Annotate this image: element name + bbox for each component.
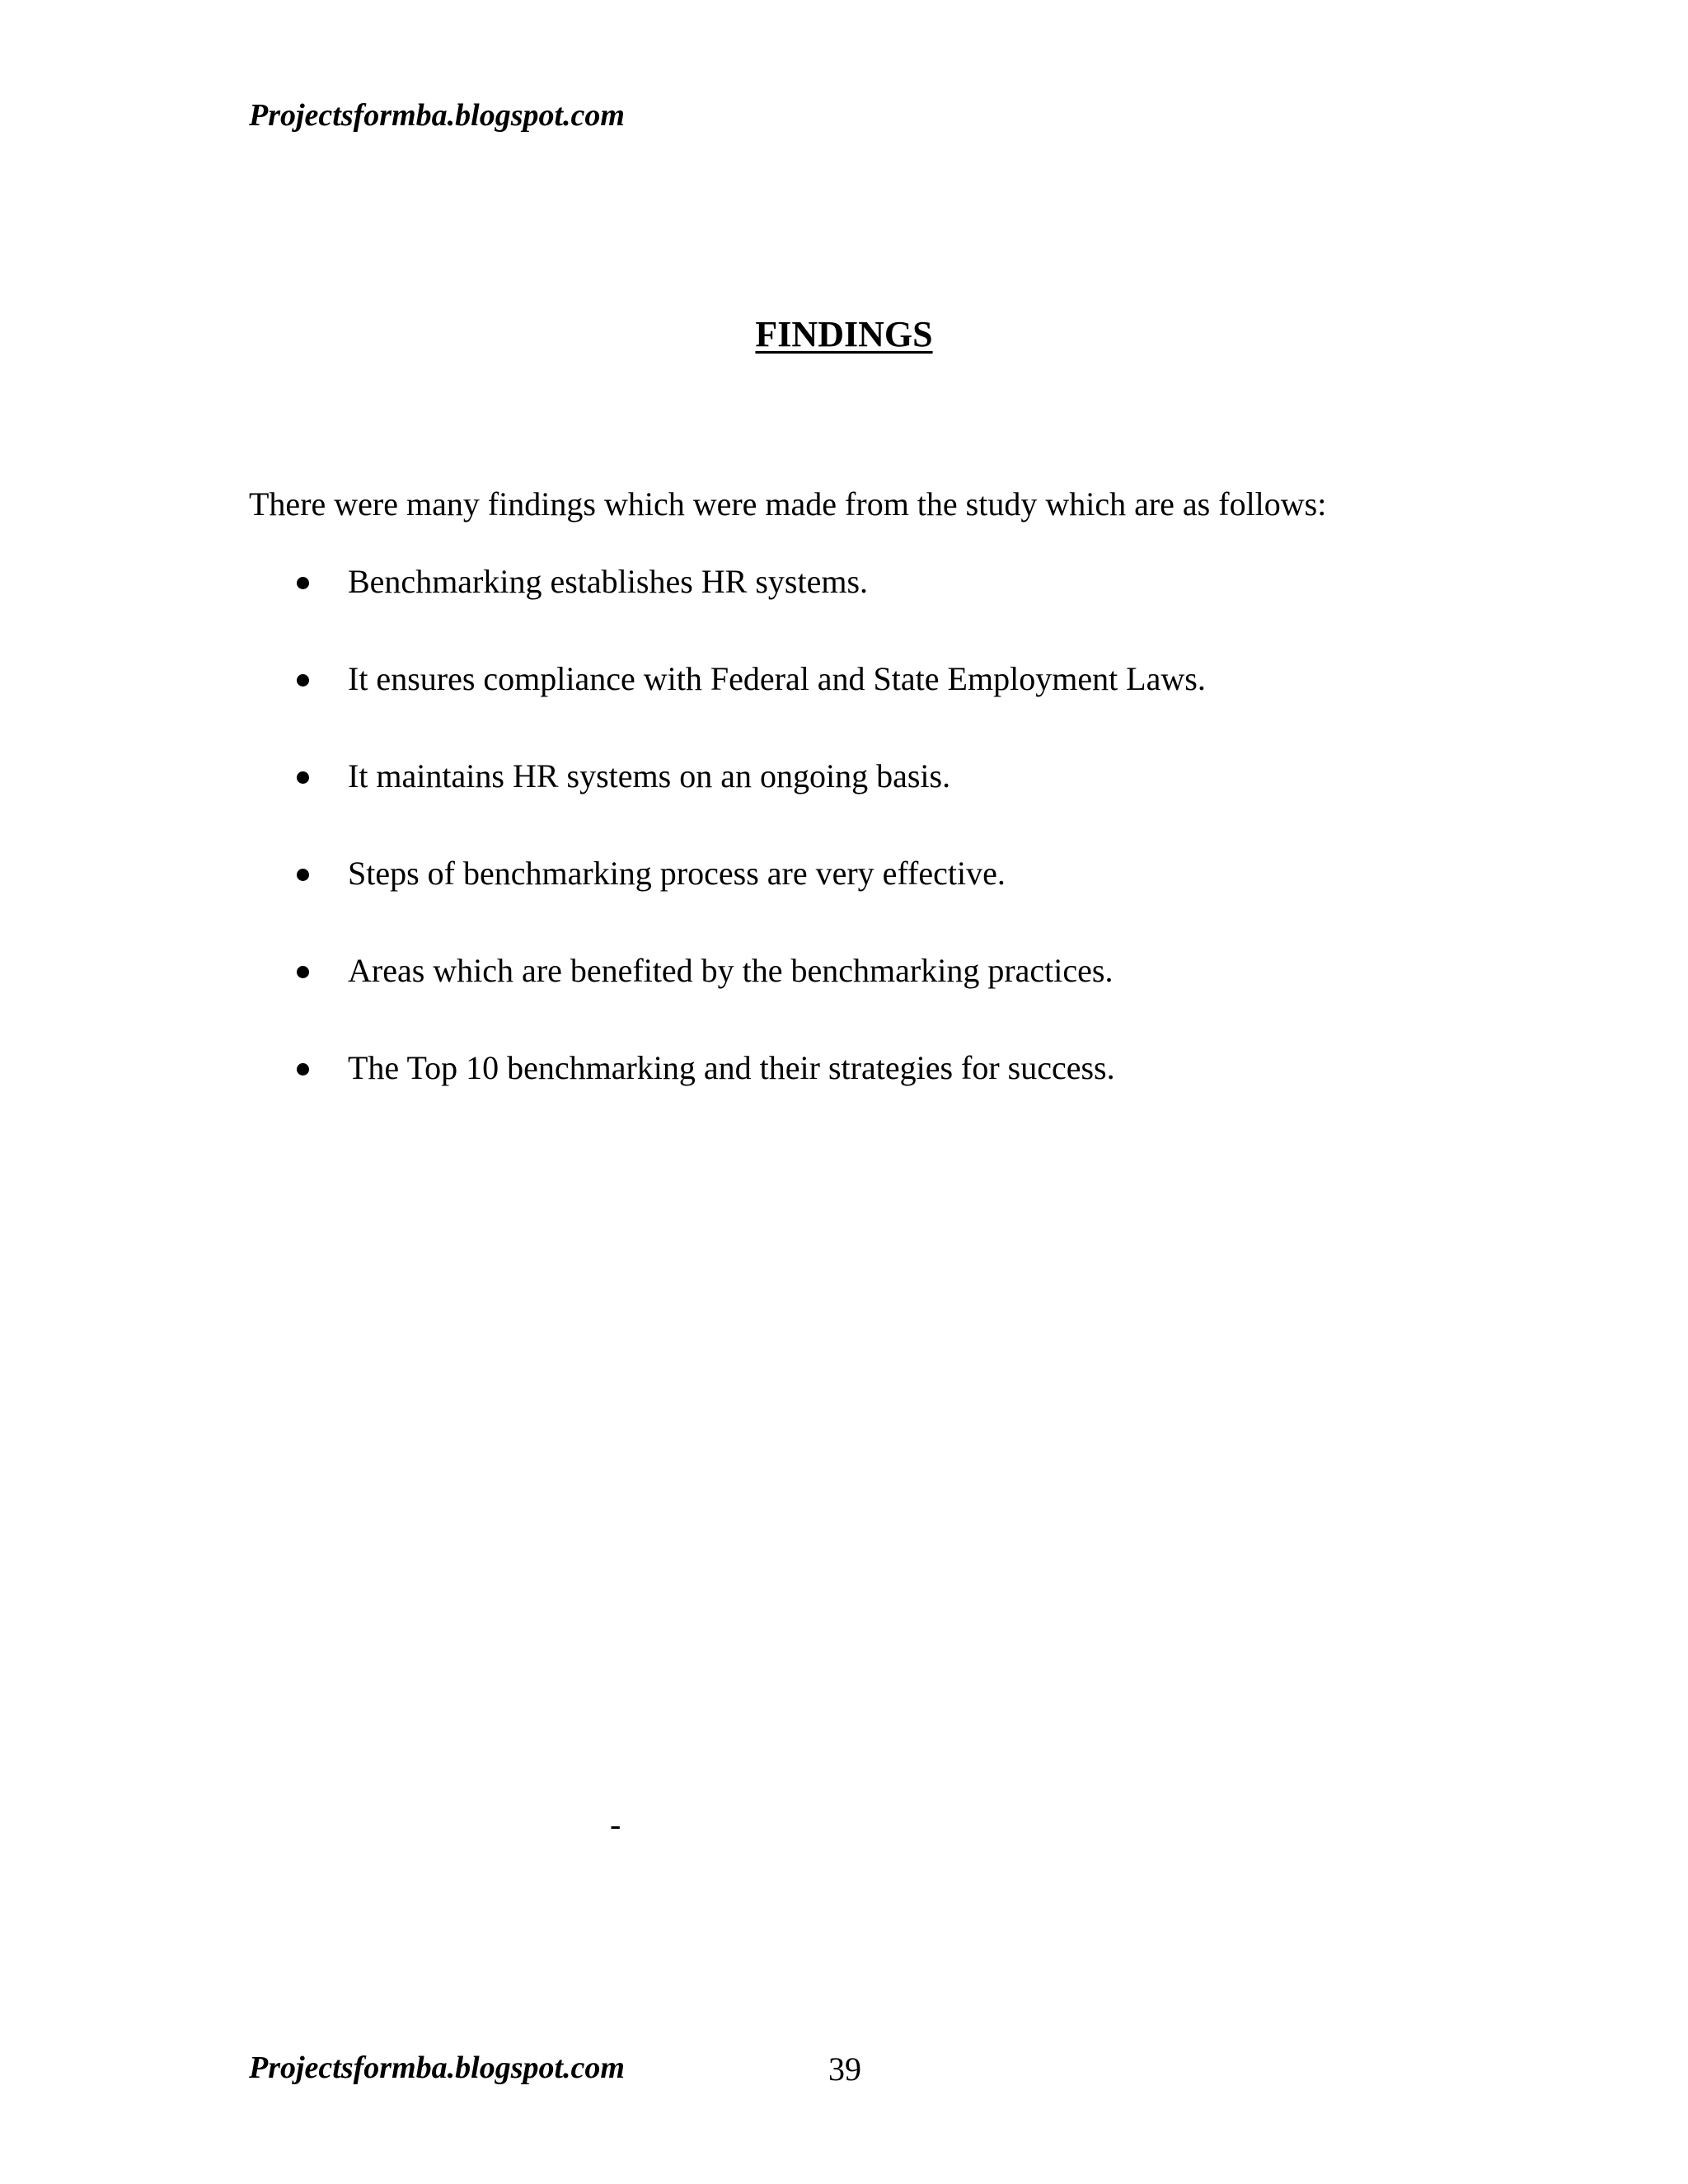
finding-text: Areas which are benefited by the benchmarking practices. xyxy=(348,952,1114,989)
finding-text: It maintains HR systems on an ongoing basis. xyxy=(348,757,951,794)
finding-text: Benchmarking establishes HR systems. xyxy=(348,563,869,600)
page-number: 39 xyxy=(828,2050,861,2088)
bullet-icon xyxy=(297,966,309,978)
finding-text: Steps of benchmarking process are very effective. xyxy=(348,855,1006,892)
page-title: FINDINGS xyxy=(755,314,933,354)
bullet-icon xyxy=(297,674,309,687)
footer-site-name: Projectsformba.blogspot.com xyxy=(249,2050,625,2085)
bullet-icon xyxy=(297,869,309,881)
finding-text: The Top 10 benchmarking and their strategies for success. xyxy=(348,1049,1115,1086)
header-site-name: Projectsformba.blogspot.com xyxy=(249,98,625,133)
finding-text: It ensures compliance with Federal and State Employment Laws. xyxy=(348,660,1206,697)
bullet-icon xyxy=(297,577,309,589)
stray-dash: - xyxy=(610,1806,621,1843)
bullet-icon xyxy=(297,1063,309,1076)
bullet-icon xyxy=(297,771,309,784)
intro-paragraph: There were many findings which were made from the study which are as follows: xyxy=(249,485,1327,523)
